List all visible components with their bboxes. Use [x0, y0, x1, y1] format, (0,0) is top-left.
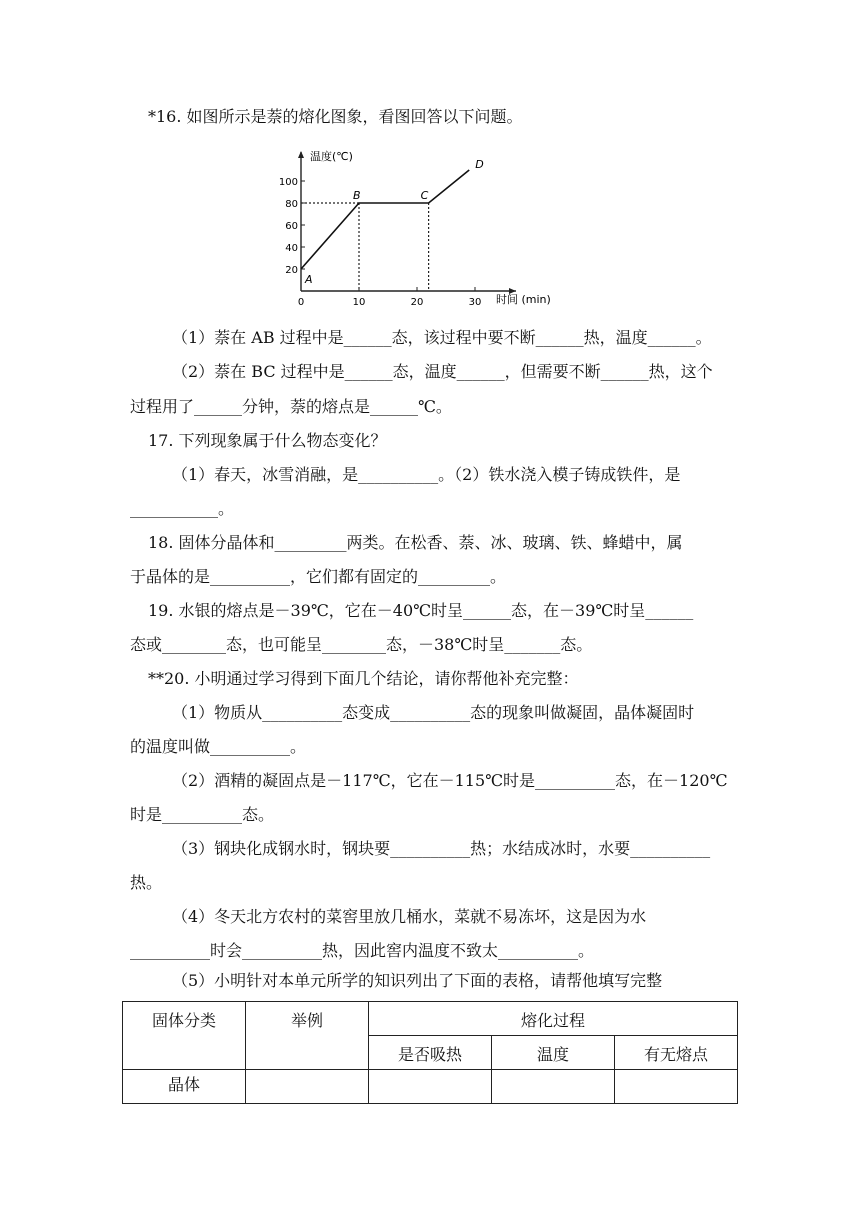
y-tick-label: 100 — [278, 177, 298, 188]
question-20-part-4: （4）冬天北方农村的菜窖里放几桶水，菜就不易冻坏，这是因为水 — [172, 907, 647, 926]
header-melting-point: 有无熔点 — [615, 1036, 738, 1070]
point-label-c: C — [420, 189, 429, 202]
x-tick-label: 20 — [410, 297, 424, 308]
x-tick-label: 10 — [352, 297, 366, 308]
question-17-title: 17. 下列现象属于什么物态变化？ — [148, 431, 387, 450]
row-crystal-label: 晶体 — [123, 1070, 246, 1104]
question-19-cont: 态或________态，也可能呈________态，－38℃时呈_______态。 — [130, 635, 593, 654]
question-20-part-3: （3）钢块化成钢水时，钢块要__________热；水结成冰时，水要__________ — [172, 839, 711, 858]
header-example: 举例 — [246, 1002, 369, 1070]
y-axis-label: 温度(℃) — [310, 150, 353, 163]
header-absorb-heat: 是否吸热 — [369, 1036, 492, 1070]
question-17-part-1: （1）春天，冰雪消融，是__________。（2）铁水浇入模子铸成铁件，是 — [172, 465, 681, 484]
x-axis-label: 时间 (min) — [496, 293, 551, 306]
y-tick-label: 80 — [285, 199, 298, 210]
question-20-part-4-cont: __________时会__________热，因此窖内温度不致太__________。 — [130, 941, 595, 960]
question-20-part-1-cont: 的温度叫做__________。 — [130, 737, 307, 756]
question-16-part-1: （1）萘在 AB 过程中是______态，该过程中要不断______热，温度______。 — [172, 328, 712, 347]
question-20-part-2-cont: 时是__________态。 — [130, 805, 275, 824]
header-temperature: 温度 — [492, 1036, 615, 1070]
question-19: 19. 水银的熔点是－39℃，它在－40℃时呈______态，在－39℃时呈______ — [148, 601, 694, 620]
question-20-title: **20. 小明通过学习得到下面几个结论，请你帮他补充完整： — [148, 669, 579, 688]
point-label-b: B — [353, 189, 361, 202]
y-tick-label: 20 — [285, 265, 298, 276]
point-label-a: A — [305, 273, 313, 286]
melting-curve — [301, 170, 469, 269]
x-tick-label: 30 — [468, 297, 482, 308]
table-cell-temp[interactable] — [492, 1070, 615, 1104]
question-20-part-3-cont: 热。 — [130, 873, 163, 892]
table-cell-point[interactable] — [615, 1070, 738, 1104]
table-cell-absorb[interactable] — [369, 1070, 492, 1104]
question-16-part-2-cont: 过程用了______分钟，萘的熔点是______℃。 — [130, 397, 452, 416]
question-20-part-5: （5）小明针对本单元所学的知识列出了下面的表格，请帮他填写完整 — [172, 971, 663, 990]
question-16-title: *16. 如图所示是萘的熔化图象，看图回答以下问题。 — [148, 107, 523, 126]
question-18: 18. 固体分晶体和_________两类。在松香、萘、冰、玻璃、铁、蜂蜡中，属 — [148, 533, 683, 552]
header-melting-process: 熔化过程 — [369, 1002, 738, 1036]
point-label-d: D — [475, 158, 484, 171]
summary-table — [122, 1001, 738, 1104]
y-tick-label: 60 — [285, 221, 298, 232]
question-18-cont: 于晶体的是__________，它们都有固定的_________。 — [130, 567, 507, 586]
question-17-part-1-cont: ___________。 — [130, 499, 235, 518]
y-tick-label: 40 — [285, 243, 298, 254]
header-solid-class: 固体分类 — [123, 1002, 246, 1070]
y-axis-arrow — [298, 151, 304, 158]
question-20-part-1: （1）物质从__________态变成__________态的现象叫做凝固，晶体凝固时 — [172, 703, 695, 722]
question-16-part-2: （2）萘在 BC 过程中是______态，温度______，但需要不断______热，这个 — [172, 362, 713, 381]
melting-graph — [278, 140, 584, 310]
x-tick-label: 0 — [297, 297, 305, 308]
question-20-part-2: （2）酒精的凝固点是－117℃，它在－115℃时是__________态，在－120℃ — [172, 771, 728, 790]
table-cell-example[interactable] — [246, 1070, 369, 1104]
